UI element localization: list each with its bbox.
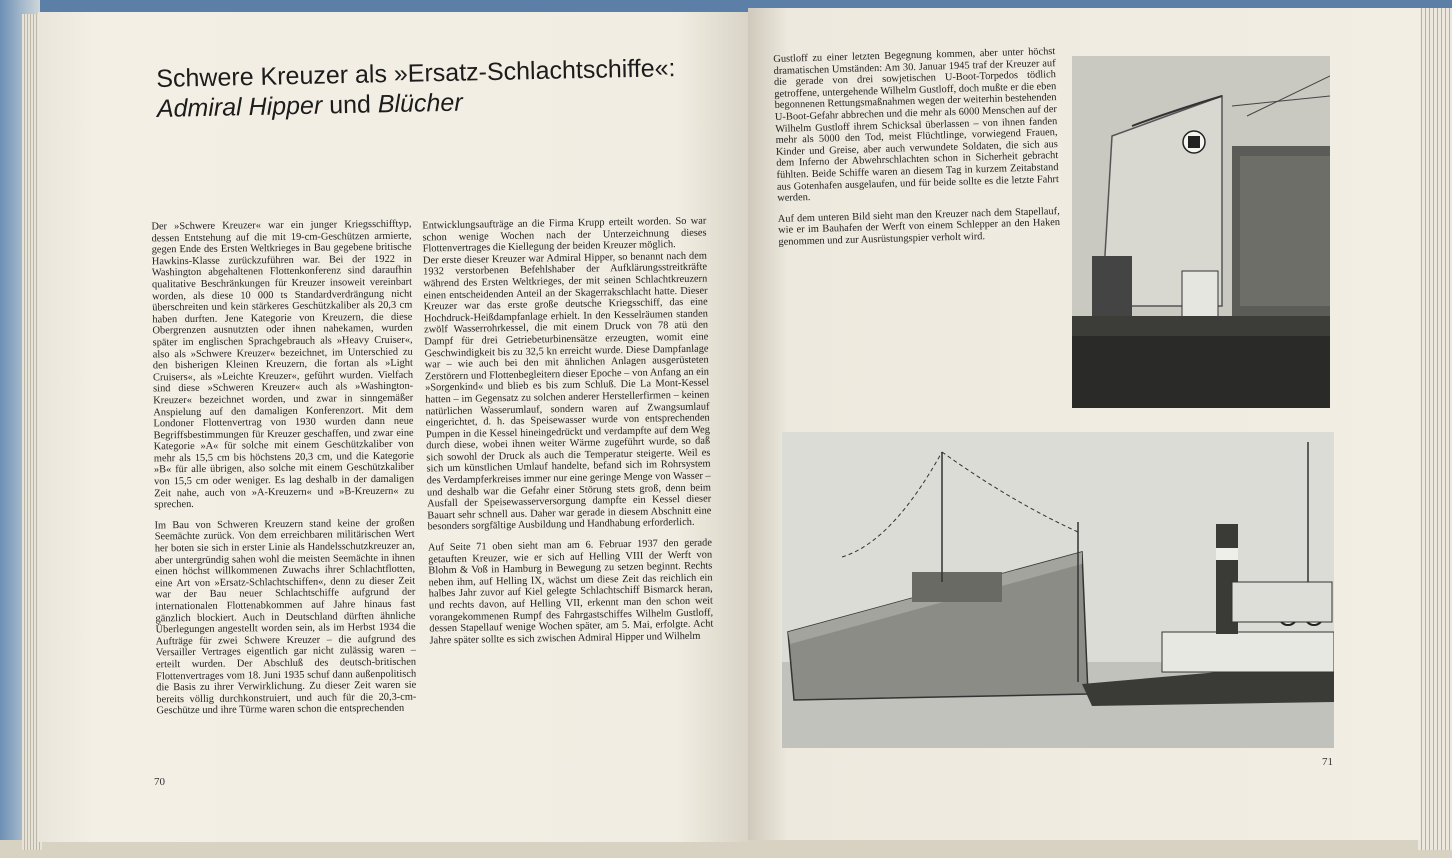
title-ship2: Blücher xyxy=(377,88,463,119)
page-number-left: 70 xyxy=(154,776,165,788)
text-column-1 xyxy=(151,219,416,727)
title-and: und xyxy=(321,90,379,120)
paragraph: Der erste dieser Kreuzer war Admiral Hipper, so benannt nach dem 1932 verstorbenen Befehlshaber der Aufklärungsstreitkräfte während des Ersten Weltkrieges, der mit seinen Schlachtkreuzern einen entscheidenden Anteil an der Skagerrakschlacht hatte. Dieser Kreuzer war das erste große deutsche Kriegsschiff, das eine Hochdruck-Heißdampfanlage erhielt. In den Kesselräumen standen zwölf Wasserrohrkessel, die mit einem Druck von 78 atü den Dampf für drei Getriebeturbinensätze erzeugten, womit eine Geschwindigkeit bis zu 32,5 kn erreicht wurde. Diese Dampfanlage war – wie auch bei den mit ähnlichen Anlagen ausgerüsteten Zerstörern und Flottenbegleitern dieser Epoche – von Anfang an ein »Sorgenkind« und blieb es bis zum Schluß. Die La Mont-Kessel hatten – im Gegensatz zu solchen anderer Herstellerfirmen – keinen natürlichen Wasserumlauf, sondern waren auf Zwangsumlauf eingerichtet, d. h. das Speisewasser wurde von entsprechenden Pumpen in die Kessel hineingedrückt und verdampfte auf dem Weg durch diese, wobei ihnen weiter Wärme zugeführt wurde, so daß sich sowohl der Druck als auch die Temperatur steigerte. Weil es sich um künstlichen Umlauf handelte, befand sich im Rohrsystem des Verdampferkreises immer nur eine geringe Menge von Wasser – und deshalb war die Gefahr einer Störung stets groß, denn beim Ausfall der Speisewasserversorgung dampfte ein Kessel dieser Bauart sehr schnell aus. Daher war gerade in diesem Abschnitt eine besonders sorgfältige Ausbildung und Handhabung erforderlich. xyxy=(422,250,712,533)
right-page xyxy=(748,8,1420,840)
left-page xyxy=(38,12,748,842)
paragraph: Gustloff zu einer letzten Begegnung kommen, aber unter höchst dramatischen Umständen: Am 30. Januar 1945 traf der Kreuzer auf die gerade von drei sowjetischen U-Boot-Torpedos tödlich getroffene, untergehende Wilhelm Gustloff, doch mußte er die eben begonnenen Rettungsmaßnahmen wegen der weiterhin bestehenden U-Boot-Gefahr abbrechen und die mehr als 6000 Menschen auf der Wilhelm Gustloff ihrem Schicksal überlassen – von ihnen fanden mehr als 5000 den Tod, meist Flüchtlinge, vorwiegend Frauen, Kinder und Greise, aber auch verwundete Soldaten, die sich aus dem Inferno der Abwehrschlachten schon in Sicherheit gebracht fühlten. Beide Schiffe waren an diesem Tag in kurzem Zeitabstand aus Gotenhafen ausgelaufen, und für beide sollte es die letzte Fahrt werden. xyxy=(773,46,1059,205)
paragraph: Auf Seite 71 oben sieht man am 6. Februar 1937 den gerade getauften Kreuzer, wie er sich auf Helling VIII der Werft von Blohm & Voß in Hamburg in Bewegung zu setzen beginnt. Rechts neben ihm, auf Helling IX, wächst um diese Zeit das reichlich ein halbes Jahr zuvor auf Kiel gelegte Schlachtschiff Bismarck heran, und rechts davon, auf Helling VII, erkennt man den schon weit vorangekommenen Rumpf des Fahrgastschiffes Wilhelm Gustloff, dessen Stapellauf wenige Wochen später, am 5. Mai, erfolgte. Acht Jahre später sollte es sich zwischen Admiral Hipper und Wilhelm xyxy=(427,537,714,647)
chapter-title xyxy=(156,52,717,124)
page-stack-right xyxy=(1418,8,1452,850)
tug-photo xyxy=(782,432,1334,748)
background-bottom xyxy=(0,840,1452,858)
paragraph: Entwicklungsaufträge an die Firma Krupp erteilt worden. So war schon wenige Wochen nach der Unterzeichnung dieses Flottenvertrages die Kiellegung der beiden Kreuzer möglich. xyxy=(422,215,707,255)
paragraph: Der »Schwere Kreuzer« war ein junger Kriegsschifftyp, dessen Entstehung auf die mit 19-cm-Geschützen armierte, gegen Ende des Ersten Weltkrieges in Bau gegebene britische Hawkins-Klasse zurückzuführen war. Bei der 1922 in Washington abgehaltenen Flottenkonferenz sind daraufhin qualitative Beschränkungen für Kreuzer insoweit vereinbart worden, als diese 10 000 ts Standardverdrängung nicht überschreiten und kein stärkeres Geschützkaliber als 20,3 cm haben durften. Jene Kategorie von Kreuzern, die diese Obergrenzen ausnutzten oder ihnen nahekamen, wurden später im englischen Sprachgebrauch als »Heavy Cruiser«, also als »Schwere Kreuzer« bezeichnet, im Unterschied zu den bisherigen Kleinen Kreuzern, die fortan als »Light Cruisers«, als »Leichte Kreuzer«, geführt wurden. Vielfach sind diese »Schweren Kreuzer« auch als »Washington-Kreuzer« bezeichnet worden, und zwar in sinngemäßer Anspielung auf den damaligen Konferenzort. Mit dem Londoner Flottenvertrag von 1930 wurden dann neue Begriffsbestimmungen für Kreuzer geschaffen, und zwar eine Kategorie »A« für solche mit einem Geschützkaliber von mehr als 15,5 cm bis höchstens 20,3 cm, und die Kategorie »B« für alle übrigen, also solche mit einem Geschützkaliber von 15,5 cm oder weniger. Es lag deshalb in der damaligen Zeit nahe, auch von »A-Kreuzern« und »B-Kreuzern« zu sprechen. xyxy=(151,218,415,511)
paragraph: Im Bau von Schweren Kreuzern stand keine der großen Seemächte zurück. Von dem erreichbaren militärischen Wert her boten sie sich in erster Linie als Handelsschutzkreuzer an, aber untergründig sahen wohl die meisten Seemächte in ihnen einen höchst willkommenen Zuwachs ihrer Schlachtflotten, eine Art von »Ersatz-Schlachtschiffen«, denn zu dieser Zeit war der Bau neuer Schlachtschiffe aufgrund der internationalen Flottenabkommen auf Jahre hinaus fast gänzlich blockiert. Auch in Deutschland dürften ähnliche Überlegungen angestellt worden sein, als im Herbst 1934 die Aufträge für zwei Schwere Kreuzer – die aufgrund des Versailler Vertrages eigentlich gar nicht zulässig waren – erteilt wurden. Der Abschluß des deutsch-britischen Flottenvertrages vom 18. Juni 1935 schuf dann außenpolitisch die Basis zu ihrer Verwirklichung. Zu dieser Zeit waren sie bereits völlig durchkonstruiert, und auch für die 20,3-cm-Geschütze und ihre Türme waren schon die entsprechenden xyxy=(154,517,417,717)
text-column-3 xyxy=(773,46,1061,257)
launch-photo xyxy=(1072,56,1330,408)
text-column-2 xyxy=(422,216,714,656)
paragraph: Auf dem unteren Bild sieht man den Kreuzer nach dem Stapellauf, wie er im Bauhafen der Werft von einem Schlepper an den Haken genommen und zur Ausrüstungspier verholt wird. xyxy=(777,205,1061,248)
title-ship1: Admiral Hipper xyxy=(156,91,323,123)
title-line1: Schwere Kreuzer als »Ersatz-Schlachtschiffe«: xyxy=(156,54,676,93)
page-number-right: 71 xyxy=(1322,756,1333,768)
